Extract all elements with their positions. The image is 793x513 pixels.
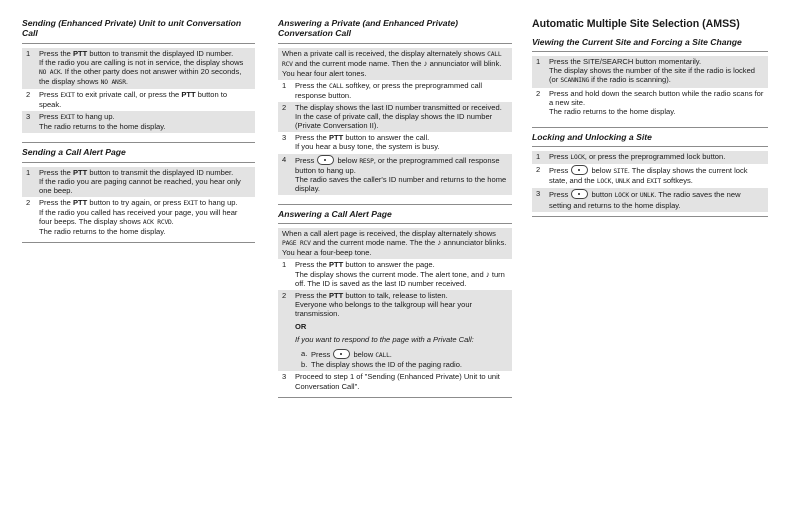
text-span: button to transmit the displayed ID number. <box>87 167 234 177</box>
text-span: softkey, or press the preprogrammed call response button. <box>295 80 483 100</box>
text-span: b. <box>301 360 308 370</box>
text-span: RESP <box>359 157 374 165</box>
text-span: 1 <box>536 57 541 67</box>
list-item <box>532 188 768 211</box>
text-span: 3 <box>282 133 287 143</box>
list-item <box>532 151 768 164</box>
text-span: below <box>335 155 360 165</box>
text-span: 2 <box>26 197 31 207</box>
text-span: 1 <box>282 260 287 270</box>
text-span: The radio saves the caller's ID number and returns to the home display. <box>295 174 507 193</box>
text-span: CALL <box>375 352 390 360</box>
column-left <box>22 18 255 247</box>
text-span: UNLK <box>639 192 655 200</box>
list-item <box>22 111 255 133</box>
divider <box>278 223 512 224</box>
divider <box>22 162 255 163</box>
text-span: The radio returns to the home display. <box>39 227 166 237</box>
softkey-button-icon <box>333 349 350 359</box>
text-span: 3 <box>26 112 31 122</box>
text-span: The display shows the current mode. The alert tone, and <box>295 269 486 279</box>
text-span: button to answer the call. <box>343 133 430 143</box>
text-span: Press the <box>39 197 73 207</box>
text-span: If the radio you called has received your page, you will hear four beeps. The display shows <box>39 208 238 227</box>
list-item-body <box>549 165 764 186</box>
text-span: Press <box>295 155 317 165</box>
list-item <box>278 371 512 392</box>
section-title-sending-private-call: Sending (Enhanced Private) Unit to unit Conversation Call <box>22 18 242 39</box>
text-span: PTT <box>328 260 344 270</box>
section-title-viewing-site: Viewing the Current Site and Forcing a Site Change <box>532 37 742 47</box>
list-item <box>22 197 255 238</box>
softkey-button-icon <box>317 155 334 165</box>
text-span: 1 <box>536 152 541 162</box>
divider <box>532 146 768 147</box>
text-span: 2 <box>282 103 287 113</box>
text-span: Press <box>311 350 333 360</box>
list-item-body <box>39 198 251 236</box>
text-span: NO ANSR <box>100 78 126 86</box>
text-span: Proceed to step 1 of "Sending (Enhanced Private) Unit to unit Conversation Call". <box>295 372 500 391</box>
text-span: LOCK <box>614 192 629 200</box>
text-span: . <box>125 76 128 86</box>
text-span: LOCK <box>570 154 585 162</box>
text-span: PTT <box>328 133 344 143</box>
divider <box>22 242 255 243</box>
text-span: CALL <box>328 82 344 90</box>
main-heading-amss: Automatic Multiple Site Selection (AMSS) <box>532 18 740 30</box>
section-title-answering-private-call: Answering a Private (and Enhanced Private) Conversation Call <box>278 18 459 39</box>
text-span: Press and hold down the search button while the radio scans for a new site. <box>549 88 764 107</box>
text-span: button to try again, or press <box>87 197 184 207</box>
text-span: ACK RCVD <box>142 219 172 227</box>
divider <box>532 51 768 52</box>
text-span: Press <box>39 112 61 122</box>
text-span: . <box>171 217 174 227</box>
column-right <box>532 18 768 221</box>
text-span: annunciator blinks. You hear a four-beep tone. <box>282 238 507 258</box>
list-item <box>532 164 768 188</box>
text-span: Press <box>549 152 571 162</box>
text-span: 2 <box>26 89 31 99</box>
divider <box>532 127 768 128</box>
list-item <box>278 102 512 132</box>
softkey-button-icon <box>571 189 588 199</box>
text-span: 3 <box>536 189 541 199</box>
list-item <box>278 259 512 289</box>
music-note-icon: ♪ <box>485 269 490 279</box>
text-span: 2 <box>536 88 541 98</box>
list-item-body <box>39 112 251 131</box>
text-span: When a call alert page is received, the display alternately shows <box>282 229 496 239</box>
text-span: and the current mode name. The the <box>310 238 438 248</box>
text-span: PTT <box>72 167 88 177</box>
list-item-body <box>549 89 764 116</box>
text-span: OR <box>295 322 307 332</box>
list-item <box>532 88 768 118</box>
text-span: If the radio you are calling is not in service, the display shows <box>39 57 244 67</box>
text-span: EXIT <box>646 178 661 186</box>
text-span: PTT <box>328 290 344 300</box>
text-span: button <box>589 190 615 200</box>
text-span: PTT <box>72 197 88 207</box>
list-item-body <box>39 90 251 109</box>
text-span: a. <box>301 349 308 359</box>
text-span: LOCK <box>596 178 612 186</box>
divider <box>278 43 512 44</box>
list-item-body <box>549 57 764 85</box>
divider <box>22 43 255 44</box>
text-span: Press the SITE/SEARCH button momentarily. <box>549 57 702 67</box>
text-span: Press the <box>295 133 329 143</box>
text-span: . The display shows the current lock state, and the <box>549 166 748 186</box>
text-span: . <box>389 350 392 360</box>
music-note-icon: ♪ <box>423 58 428 68</box>
section-title-locking-site: Locking and Unlocking a Site <box>532 131 652 142</box>
list-item <box>278 80 512 102</box>
text-span: . The radio saves the new setting and returns to the home display. <box>549 190 741 210</box>
text-span: The display shows the number of the site if the radio is locked (or <box>549 66 755 85</box>
column-middle <box>278 18 512 402</box>
text-span: to exit private call, or press the <box>74 89 182 99</box>
list-item-body <box>295 155 508 193</box>
text-span: to hang up. <box>74 112 115 122</box>
text-span: SCANNING <box>560 77 590 85</box>
text-span: PTT <box>181 89 196 99</box>
text-span: 1 <box>26 48 31 58</box>
list-item-body <box>295 133 508 151</box>
intro-paragraph <box>278 228 512 259</box>
list-item-body <box>549 152 764 162</box>
text-span: if the radio is scanning). <box>589 75 671 85</box>
list-item-body <box>295 81 508 100</box>
list-item-body <box>549 189 764 209</box>
intro-paragraph <box>278 48 512 80</box>
text-span: 3 <box>282 372 287 382</box>
section-title-call-alert-page: Sending a Call Alert Page <box>22 147 126 158</box>
softkey-button-icon <box>571 165 588 175</box>
text-span: 1 <box>26 167 31 177</box>
text-span: Everyone who belongs to the talkgroup will hear your transmission. <box>295 299 473 318</box>
text-span: and the current mode name. Then the <box>292 58 424 68</box>
text-span: NO ACK <box>39 68 61 76</box>
text-span: button to speak. <box>39 89 228 110</box>
text-span: annunciator will blink. You hear four alert tones. <box>282 58 502 78</box>
text-span: Press <box>549 190 571 200</box>
divider <box>22 142 255 143</box>
text-span: Press the <box>39 167 73 177</box>
text-span: Press the <box>295 290 329 300</box>
text-span: UNLK <box>615 178 630 186</box>
text-span: 2 <box>536 165 541 175</box>
text-span: button to answer the page. <box>343 260 435 270</box>
text-span: PTT <box>72 48 88 58</box>
text-span: 1 <box>282 80 287 90</box>
text-span: When a private call is received, the display alternately shows <box>282 48 488 58</box>
text-span: 2 <box>282 290 287 300</box>
text-span: to hang up. <box>197 197 238 207</box>
text-span: The display shows the ID of the paging radio. <box>311 360 463 370</box>
text-span: . If the other party does not answer within 20 seconds, the display shows <box>39 66 242 86</box>
text-span: Press the <box>295 80 329 90</box>
text-span: below <box>589 166 614 176</box>
text-span: , or the preprogrammed call response button to hang up. <box>295 155 500 175</box>
text-span: CALL RCV <box>282 50 502 68</box>
list-item-body <box>39 49 251 87</box>
text-span: EXIT <box>183 199 198 207</box>
list-item <box>532 56 768 87</box>
text-span: EXIT <box>60 114 75 122</box>
text-span: 4 <box>282 154 287 164</box>
list-item-body <box>295 260 508 287</box>
text-span: button to transmit the displayed ID number. <box>87 48 234 58</box>
text-span: Press <box>549 166 571 176</box>
text-span: Press <box>39 89 61 99</box>
list-item <box>278 154 512 195</box>
list-item-body <box>295 291 508 370</box>
text-span: The radio returns to the home display. <box>549 106 676 116</box>
text-span: or <box>628 190 640 200</box>
text-span: softkeys. <box>660 176 693 186</box>
text-span: PAGE RCV <box>282 240 311 248</box>
list-item <box>22 48 255 89</box>
list-item <box>22 89 255 111</box>
list-item-body <box>39 168 251 195</box>
section-title-answering-call-alert: Answering a Call Alert Page <box>278 208 392 219</box>
list-item <box>22 167 255 197</box>
list-item <box>278 290 512 372</box>
list-item <box>278 132 512 153</box>
text-span: If you want to respond to the page with a Private Call: <box>295 335 474 345</box>
text-span: If you hear a busy tone, the system is busy. <box>295 142 440 152</box>
text-span: If the radio you are paging cannot be reached, you hear only one beep. <box>39 176 241 195</box>
text-span: The display shows the last ID number transmitted or received. In the case of private call, the display shows the ID number (Private Conversation II). <box>295 103 502 131</box>
text-span: Press the <box>39 48 73 58</box>
text-span: turn off. The ID is saved as the last ID number received. <box>295 269 505 288</box>
text-span: Press the <box>295 260 329 270</box>
text-span: EXIT <box>60 91 75 99</box>
text-span: and <box>629 176 647 186</box>
divider <box>278 204 512 205</box>
music-note-icon: ♪ <box>437 238 442 248</box>
text-span: The radio returns to the home display. <box>39 122 166 132</box>
text-span: SITE <box>613 168 628 176</box>
text-span: , <box>611 176 616 186</box>
divider <box>278 397 512 398</box>
text-span: button to talk, release to listen. <box>343 290 448 300</box>
divider <box>532 216 768 217</box>
text-span: , or press the preprogrammed lock button. <box>584 152 726 162</box>
text-span: below <box>351 350 376 360</box>
